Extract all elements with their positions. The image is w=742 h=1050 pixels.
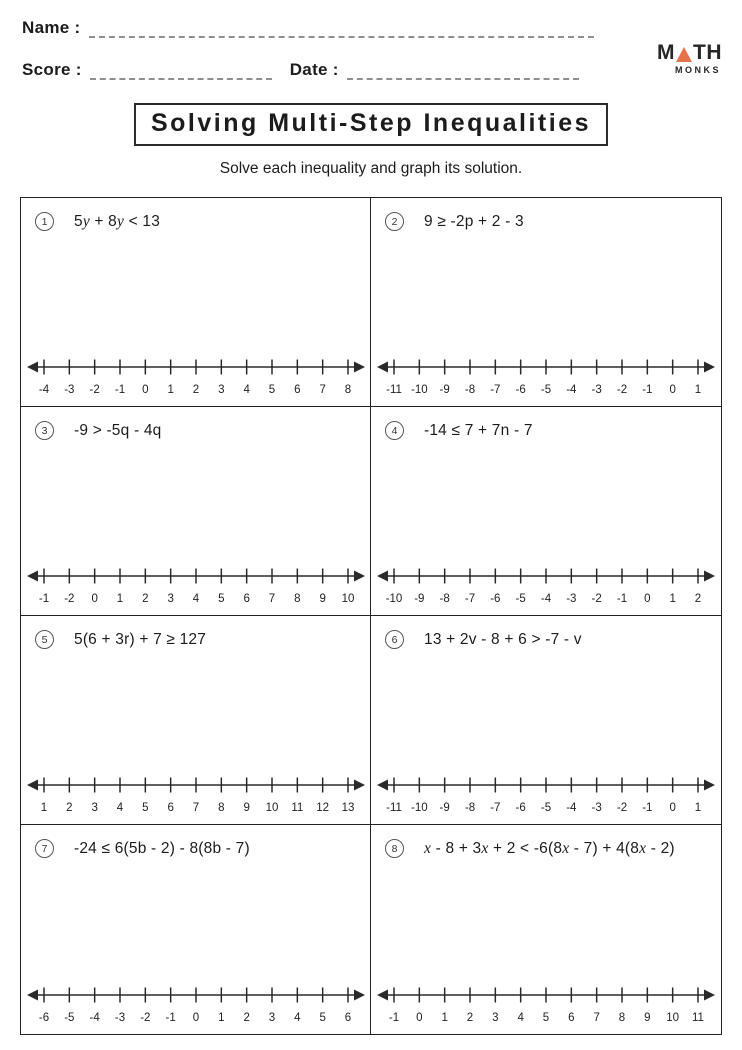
tick-label: -4 [38, 384, 49, 396]
tick-label: 8 [293, 593, 301, 605]
problem-number-badge: 7 [35, 839, 54, 858]
problem-header [385, 839, 711, 858]
tick-label: 1 [40, 802, 47, 814]
inequality-expression: x - 8 + 3x + 2 < -6(8x - 7) + 4(8x - 2) [424, 839, 675, 857]
problems-grid [20, 197, 722, 1035]
tick-label: -2 [89, 384, 100, 396]
inequality-expression: 9 ≥ -2p + 2 - 3 [424, 212, 524, 230]
tick-label: 1 [694, 802, 702, 814]
number-line-graphic [26, 564, 366, 608]
tick-label: 9 [242, 802, 250, 814]
problem-header [35, 421, 360, 440]
number-line-graphic [26, 983, 366, 1027]
tick-label: -8 [464, 802, 476, 814]
tick-label: 6 [293, 384, 301, 396]
tick-label: 11 [692, 1012, 704, 1024]
problem-header [385, 421, 711, 440]
problem-header [385, 630, 711, 649]
name-label: Name : [22, 18, 81, 37]
math-monks-logo [657, 42, 722, 75]
number-line [371, 773, 721, 817]
tick-label: -9 [439, 802, 450, 814]
variable-glyph: x [424, 839, 432, 857]
tick-label: -3 [114, 1012, 125, 1024]
logo-wordmark [657, 42, 722, 63]
tick-label: 1 [669, 593, 676, 605]
tick-label: -2 [616, 802, 628, 814]
triangle-icon [676, 47, 692, 62]
logo-subtext: MONKS [675, 65, 721, 75]
tick-label: -7 [490, 384, 501, 396]
tick-label: -1 [642, 802, 653, 814]
tick-label: -7 [464, 593, 476, 605]
problem-cell [371, 407, 721, 616]
tick-label: 0 [90, 593, 98, 605]
tick-label: -10 [411, 384, 428, 396]
tick-label: 5 [141, 802, 149, 814]
tick-label: -6 [490, 593, 501, 605]
problem-cell [21, 198, 371, 407]
problem-cell [21, 616, 371, 825]
tick-label: 9 [318, 593, 326, 605]
tick-label: 3 [90, 802, 98, 814]
tick-label: 6 [568, 1012, 575, 1024]
tick-label: 10 [265, 802, 278, 814]
tick-label: 6 [166, 802, 174, 814]
tick-label: 0 [644, 593, 651, 605]
tick-label: 5 [318, 1012, 326, 1024]
tick-label: 5 [268, 384, 275, 396]
tick-label: 1 [116, 593, 123, 605]
tick-label: -4 [566, 802, 577, 814]
tick-label: 4 [242, 384, 250, 396]
tick-label: -2 [591, 593, 602, 605]
tick-label: 0 [669, 384, 676, 396]
tick-label: 1 [166, 384, 174, 396]
number-line [371, 983, 721, 1027]
tick-label: 1 [217, 1012, 225, 1024]
number-line-graphic [26, 773, 366, 817]
tick-label: 9 [644, 1012, 651, 1024]
tick-label: -6 [38, 1012, 49, 1024]
tick-label: 3 [268, 1012, 275, 1024]
tick-label: 10 [341, 593, 354, 605]
inequality-expression: 13 + 2v - 8 + 6 > -7 - v [424, 630, 582, 648]
inequality-expression: -24 ≤ 6(5b - 2) - 8(8b - 7) [74, 839, 250, 857]
score-label: Score : [22, 60, 82, 79]
tick-label: -7 [490, 802, 501, 814]
tick-label: 7 [268, 593, 275, 605]
tick-label: 13 [341, 802, 354, 814]
tick-label: 4 [293, 1012, 301, 1024]
score-date-row [22, 60, 722, 80]
inequality-expression: -14 ≤ 7 + 7n - 7 [424, 421, 533, 439]
variable-glyph: y [117, 212, 125, 230]
tick-label: 3 [217, 384, 225, 396]
tick-label: -1 [642, 384, 653, 396]
worksheet-title: Solving Multi-Step Inequalities [134, 103, 608, 146]
number-line [21, 355, 370, 399]
tick-label: 12 [315, 802, 329, 814]
name-field-line [89, 23, 594, 38]
number-line-graphic [26, 355, 366, 399]
tick-label: -3 [591, 802, 602, 814]
problem-header [35, 630, 360, 649]
number-line [21, 983, 370, 1027]
problem-number-badge: 2 [385, 212, 404, 231]
problem-number-badge: 4 [385, 421, 404, 440]
problem-cell [21, 407, 371, 616]
tick-label: -10 [385, 593, 403, 605]
tick-label: 2 [242, 1012, 250, 1024]
tick-label: -1 [616, 593, 628, 605]
problem-number-badge: 5 [35, 630, 54, 649]
tick-label: -11 [386, 384, 402, 396]
tick-label: -5 [540, 384, 552, 396]
tick-label: 5 [217, 593, 225, 605]
problem-cell [371, 616, 721, 825]
tick-label: 10 [666, 1012, 680, 1024]
variable-glyph: x [562, 839, 570, 857]
tick-label: 2 [65, 802, 73, 814]
number-line [371, 355, 721, 399]
tick-label: -5 [540, 802, 552, 814]
problem-number-badge: 6 [385, 630, 404, 649]
tick-label: 0 [192, 1012, 199, 1024]
tick-label: 0 [416, 1012, 423, 1024]
number-line-graphic [376, 983, 716, 1027]
problem-cell [371, 198, 721, 407]
number-line [21, 564, 370, 608]
number-line-graphic [376, 773, 716, 817]
tick-label: 2 [141, 593, 149, 605]
variable-glyph: y [82, 212, 90, 230]
tick-label: -9 [414, 593, 425, 605]
problem-number-badge: 8 [385, 839, 404, 858]
tick-label: -8 [439, 593, 450, 605]
problem-header [35, 839, 360, 858]
tick-label: -1 [38, 593, 49, 605]
tick-label: -4 [540, 593, 552, 605]
tick-label: 3 [166, 593, 174, 605]
tick-label: -1 [388, 1012, 400, 1024]
tick-label: -3 [63, 384, 74, 396]
tick-label: -6 [515, 384, 526, 396]
logo-letter-m: M [657, 41, 675, 64]
problem-number-badge: 1 [35, 212, 54, 231]
problem-header [35, 212, 360, 231]
inequality-expression: -9 > -5q - 4q [74, 421, 162, 439]
tick-label: 0 [669, 802, 676, 814]
date-label: Date : [289, 60, 339, 79]
inequality-expression: 5y + 8y < 13 [74, 212, 161, 230]
score-field-line [90, 65, 272, 80]
tick-label: 4 [192, 593, 199, 605]
tick-label: -2 [63, 593, 74, 605]
tick-label: 0 [141, 384, 149, 396]
variable-glyph: x [639, 839, 647, 857]
tick-label: -9 [439, 384, 450, 396]
tick-label: 11 [290, 802, 303, 814]
problem-cell [371, 825, 721, 1034]
problem-cell [21, 825, 371, 1034]
tick-label: 2 [466, 1012, 474, 1024]
number-line [21, 773, 370, 817]
tick-label: -3 [591, 384, 602, 396]
tick-label: -10 [411, 802, 428, 814]
tick-label: 5 [542, 1012, 550, 1024]
problem-header [385, 212, 711, 231]
worksheet-header [22, 16, 722, 80]
instruction-text: Solve each inequality and graph its solution. [219, 160, 523, 177]
tick-label: 7 [593, 1012, 600, 1024]
date-field-line [347, 65, 579, 80]
tick-label: 6 [242, 593, 250, 605]
tick-label: -1 [165, 1012, 176, 1024]
tick-label: -11 [386, 802, 402, 814]
tick-label: -3 [566, 593, 577, 605]
tick-label: -8 [464, 384, 476, 396]
tick-label: -1 [114, 384, 125, 396]
inequality-expression: 5(6 + 3r) + 7 ≥ 127 [74, 630, 207, 648]
tick-label: 8 [618, 1012, 626, 1024]
tick-label: 2 [192, 384, 199, 396]
variable-glyph: x [481, 839, 489, 857]
tick-label: 4 [116, 802, 123, 814]
tick-label: -6 [515, 802, 526, 814]
tick-label: -2 [139, 1012, 150, 1024]
number-line [371, 564, 721, 608]
tick-label: 1 [694, 384, 702, 396]
tick-label: 3 [492, 1012, 499, 1024]
tick-label: 8 [344, 384, 351, 396]
tick-label: 8 [217, 802, 225, 814]
tick-label: 7 [192, 802, 199, 814]
tick-label: 6 [344, 1012, 351, 1024]
tick-label: -5 [63, 1012, 74, 1024]
tick-label: -4 [89, 1012, 100, 1024]
number-line-graphic [376, 355, 716, 399]
tick-label: 1 [441, 1012, 448, 1024]
tick-label: -2 [616, 384, 628, 396]
logo-letters-th: TH [693, 41, 722, 64]
tick-label: 4 [517, 1012, 524, 1024]
tick-label: 7 [318, 384, 326, 396]
number-line-graphic [376, 564, 716, 608]
tick-label: -5 [515, 593, 526, 605]
tick-label: -4 [566, 384, 577, 396]
problem-number-badge: 3 [35, 421, 54, 440]
name-field-row [22, 18, 722, 38]
tick-label: 2 [694, 593, 702, 605]
